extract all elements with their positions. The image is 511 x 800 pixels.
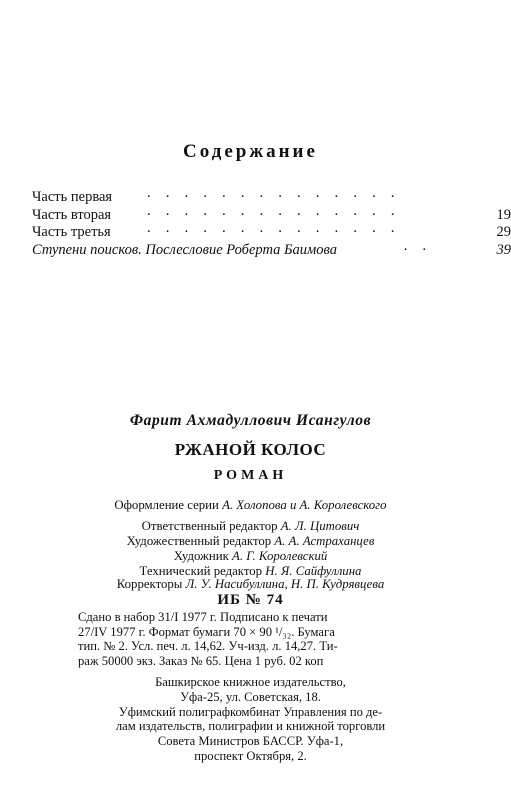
series-design-names: А. Холопова и А. Королевского — [222, 498, 387, 512]
credit-line — [0, 577, 501, 592]
toc-item-page: 39 — [496, 242, 511, 258]
credit-name: А. Г. Королевский — [232, 549, 328, 563]
publisher-line: проспект Октября, 2. — [194, 748, 307, 763]
toc-item-page: 19 — [496, 207, 511, 223]
book-genre: РОМАН — [213, 468, 288, 483]
toc-leader-dots: . . . . . . . . . . . . . . — [147, 203, 395, 219]
book-title: РЖАНОЙ КОЛОС — [174, 440, 327, 459]
credit-role: Художественный редактор — [126, 534, 272, 548]
print-info-line: 27/IV 1977 г. Формат бумаги 70 × 90 ¹/₃₂. Бумага — [78, 624, 335, 639]
book-author: Фарит Ахмадуллович Исангулов — [129, 412, 372, 429]
credit-line — [0, 534, 501, 549]
toc-leader-dots: . . — [404, 238, 427, 254]
credit-role: Корректоры — [116, 577, 183, 591]
toc-item-label: Часть вторая — [32, 207, 112, 223]
ib-number: ИБ № 74 — [217, 592, 284, 608]
publisher-line: Совета Министров БАССР. Уфа-1, — [157, 734, 344, 749]
credit-role: Технический редактор — [139, 564, 263, 578]
toc-item-label: Часть первая — [32, 189, 113, 205]
print-info — [78, 610, 438, 668]
toc-leader-dots: . . . . . . . . . . . . . . — [147, 185, 395, 201]
series-design-label: Оформление серии — [114, 498, 219, 512]
toc-item-label: Ступени поисков. Послесловие Роберта Баимова — [32, 242, 337, 258]
credit-name: Н. Я. Сайфуллина — [265, 564, 362, 578]
credit-name: Л. У. Насибуллина, Н. П. Кудрявцева — [185, 577, 385, 591]
print-info-line: раж 50000 экз. Заказ № 65. Цена 1 руб. 02 коп — [78, 653, 324, 668]
publisher-line: Уфа-25, ул. Советская, 18. — [180, 689, 321, 704]
print-info-line: тип. № 2. Усл. печ. л. 14,62. Уч-изд. л. 14,27. Ти- — [78, 639, 338, 653]
credit-name: А. А. Астраханцев — [274, 534, 375, 548]
publisher-line: лам издательств, полиграфии и книжной торговли — [115, 719, 386, 734]
credit-role: Ответственный редактор — [141, 519, 278, 533]
toc-item-page: 29 — [496, 224, 511, 240]
publisher-line: Башкирское книжное издательство, — [155, 675, 346, 689]
toc-heading: Содержание — [183, 141, 318, 162]
credit-name: А. Л. Цитович — [280, 519, 360, 533]
toc-item[interactable] — [32, 238, 511, 260]
series-design-credit — [0, 498, 501, 513]
toc-item[interactable] — [32, 220, 511, 242]
publisher-line: Уфимский полиграфкомбинат Управления по де- — [118, 704, 383, 719]
toc-leader-dots: . . . . . . . . . . . . . . — [147, 220, 395, 236]
credit-line — [0, 519, 501, 534]
publisher-info — [0, 675, 501, 764]
print-info-line: Сдано в набор 31/I 1977 г. Подписано к печати — [78, 610, 328, 624]
toc-item-label: Часть третья — [32, 224, 111, 240]
credit-line — [0, 549, 501, 564]
credit-role: Художник — [173, 549, 229, 563]
